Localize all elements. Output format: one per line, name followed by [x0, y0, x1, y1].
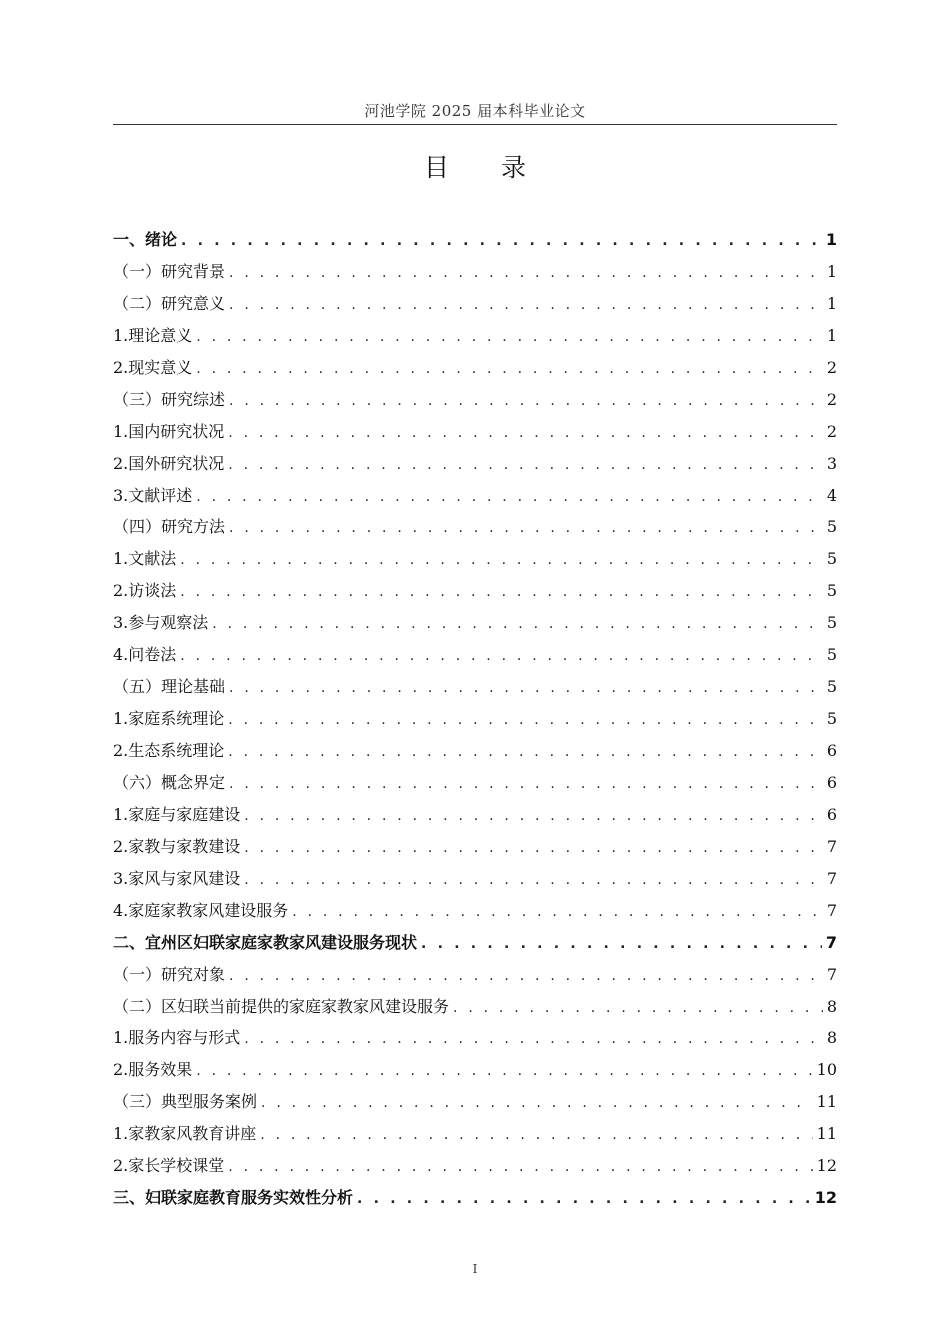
toc-dot-leader [244, 833, 823, 865]
toc-entry[interactable] [113, 671, 837, 703]
toc-dot-leader [180, 545, 823, 577]
toc-entry-text: （二）研究意义 [113, 293, 226, 313]
toc-dot-leader [421, 929, 822, 961]
toc-entry-text: 2.访谈法 [113, 581, 177, 601]
toc-entry-page: 5 [826, 709, 837, 729]
toc-entry[interactable] [113, 1182, 837, 1214]
toc-dot-leader [181, 226, 822, 258]
toc-entry-page: 5 [826, 613, 837, 633]
toc-entry-page: 5 [826, 677, 837, 697]
toc-entry[interactable] [113, 256, 837, 288]
page-number: I [472, 1262, 478, 1276]
toc-entry[interactable] [113, 288, 837, 320]
toc-entry-page: 4 [826, 485, 837, 505]
toc-entry-text: （三）研究综述 [113, 389, 226, 409]
toc-entry[interactable] [113, 703, 837, 735]
toc-entry-text: （六）概念界定 [113, 772, 226, 792]
toc-entry-page: 10 [816, 1060, 837, 1080]
toc-entry[interactable] [113, 320, 837, 352]
toc-entry[interactable] [113, 1054, 837, 1086]
toc-dot-leader [228, 1152, 812, 1184]
toc-dot-leader [229, 769, 823, 801]
toc-entry-page: 5 [826, 645, 837, 665]
toc-entry[interactable] [113, 352, 837, 384]
toc-entry[interactable] [113, 895, 837, 927]
toc-entry-text: 二、宜州区妇联家庭家教家风建设服务现状 [113, 932, 418, 952]
toc-entry[interactable] [113, 1086, 837, 1118]
toc-entry-text: 2.服务效果 [113, 1060, 193, 1080]
toc-dot-leader [228, 737, 823, 769]
toc-entry-text: （一）研究背景 [113, 261, 226, 281]
running-header: 河池学院 2025 届本科毕业论文 [364, 102, 586, 120]
toc-entry[interactable] [113, 927, 837, 959]
toc-dot-leader [453, 993, 823, 1025]
toc-entry[interactable] [113, 607, 837, 639]
toc-dot-leader [229, 258, 823, 290]
toc-entry-page: 5 [826, 549, 837, 569]
toc-dot-leader [196, 322, 823, 354]
toc-entry[interactable] [113, 224, 837, 256]
toc-entry-page: 1 [826, 325, 837, 345]
toc-entry-text: 3.家风与家风建设 [113, 868, 241, 888]
toc-entry-page: 1 [825, 230, 837, 249]
toc-entry[interactable] [113, 959, 837, 991]
toc-entry-text: 1.家教家风教育讲座 [113, 1124, 257, 1144]
toc-dot-leader [180, 577, 823, 609]
toc-entry-page: 3 [826, 453, 837, 473]
toc-entry-page: 6 [826, 772, 837, 792]
toc-entry[interactable] [113, 448, 837, 480]
toc-entry-page: 12 [814, 1188, 837, 1208]
toc-entry-text: 三、妇联家庭教育服务实效性分析 [113, 1188, 354, 1208]
toc-entry-text: 3.文献评述 [113, 485, 193, 505]
toc-entry-text: 2.国外研究状况 [113, 453, 225, 473]
toc-entry-text: 2.现实意义 [113, 357, 193, 377]
toc-entry[interactable] [113, 767, 837, 799]
toc-entry-page: 5 [826, 517, 837, 537]
toc-entry-text: 3.参与观察法 [113, 613, 209, 633]
toc-entry-page: 2 [826, 421, 837, 441]
toc-entry-page: 6 [826, 741, 837, 760]
toc-dot-leader [261, 1088, 813, 1120]
table-of-contents [113, 224, 837, 1214]
toc-dot-leader [229, 386, 823, 418]
toc-entry[interactable] [113, 1150, 837, 1182]
toc-dot-leader [196, 354, 823, 386]
toc-dot-leader [229, 673, 823, 705]
toc-dot-leader [244, 801, 823, 833]
toc-entry[interactable] [113, 575, 837, 607]
toc-entry-page: 8 [826, 996, 837, 1016]
toc-dot-leader [228, 705, 823, 737]
toc-entry-page: 2 [826, 389, 837, 409]
toc-dot-leader [228, 450, 823, 482]
toc-entry[interactable] [113, 831, 837, 863]
toc-entry-text: 1.家庭系统理论 [113, 709, 225, 729]
toc-dot-leader [229, 961, 823, 993]
toc-entry[interactable] [113, 511, 837, 543]
toc-title: 目 录 [424, 153, 548, 182]
toc-entry-page: 7 [826, 836, 837, 856]
toc-dot-leader [180, 641, 823, 673]
toc-entry[interactable] [113, 1022, 837, 1054]
toc-entry[interactable] [113, 863, 837, 895]
toc-entry-page: 8 [826, 1028, 837, 1048]
toc-entry[interactable] [113, 735, 837, 767]
toc-dot-leader [196, 1056, 812, 1088]
toc-dot-leader [292, 897, 823, 929]
toc-entry-text: （一）研究对象 [113, 964, 226, 984]
toc-entry-page: 12 [816, 1156, 837, 1176]
toc-entry-text: 一、绪论 [113, 230, 178, 249]
toc-entry-text: （四）研究方法 [113, 517, 226, 537]
toc-entry[interactable] [113, 639, 837, 671]
toc-entry-text: 2.家长学校课堂 [113, 1156, 225, 1176]
toc-entry-text: 2.生态系统理论 [113, 741, 225, 760]
toc-entry-page: 1 [826, 293, 837, 313]
toc-entry[interactable] [113, 799, 837, 831]
toc-entry-text: 1.服务内容与形式 [113, 1028, 241, 1048]
header-rule [113, 124, 837, 125]
toc-entry[interactable] [113, 384, 837, 416]
toc-entry-text: 1.理论意义 [113, 325, 193, 345]
toc-dot-leader [228, 418, 823, 450]
toc-dot-leader [229, 513, 823, 545]
toc-entry-page: 7 [826, 900, 837, 920]
toc-entry-text: 1.文献法 [113, 549, 177, 569]
toc-dot-leader [229, 290, 823, 322]
toc-entry-text: 1.家庭与家庭建设 [113, 804, 241, 824]
toc-entry[interactable] [113, 543, 837, 575]
toc-entry-page: 1 [826, 261, 837, 281]
toc-entry-page: 11 [816, 1092, 837, 1112]
toc-entry-page: 11 [816, 1124, 837, 1144]
toc-dot-leader [260, 1120, 812, 1152]
toc-entry-page: 6 [826, 804, 837, 824]
toc-entry-page: 7 [826, 868, 837, 888]
toc-dot-leader [357, 1184, 811, 1216]
toc-entry-page: 2 [826, 357, 837, 377]
toc-entry-text: 2.家教与家教建设 [113, 836, 241, 856]
toc-entry[interactable] [113, 1118, 837, 1150]
toc-entry[interactable] [113, 480, 837, 512]
toc-entry[interactable] [113, 416, 837, 448]
toc-entry-page: 5 [826, 581, 837, 601]
toc-dot-leader [244, 1024, 823, 1056]
toc-entry-page: 7 [826, 964, 837, 984]
toc-entry-text: （二）区妇联当前提供的家庭家教家风建设服务 [113, 996, 450, 1016]
toc-entry-text: （五）理论基础 [113, 677, 226, 697]
toc-entry-text: 4.家庭家教家风建设服务 [113, 900, 289, 920]
toc-entry-page: 7 [825, 932, 837, 952]
toc-entry-text: （三）典型服务案例 [113, 1092, 258, 1112]
toc-entry-text: 1.国内研究状况 [113, 421, 225, 441]
toc-dot-leader [196, 482, 823, 514]
toc-dot-leader [244, 865, 823, 897]
toc-entry[interactable] [113, 991, 837, 1023]
toc-entry-text: 4.问卷法 [113, 645, 177, 665]
toc-dot-leader [212, 609, 823, 641]
